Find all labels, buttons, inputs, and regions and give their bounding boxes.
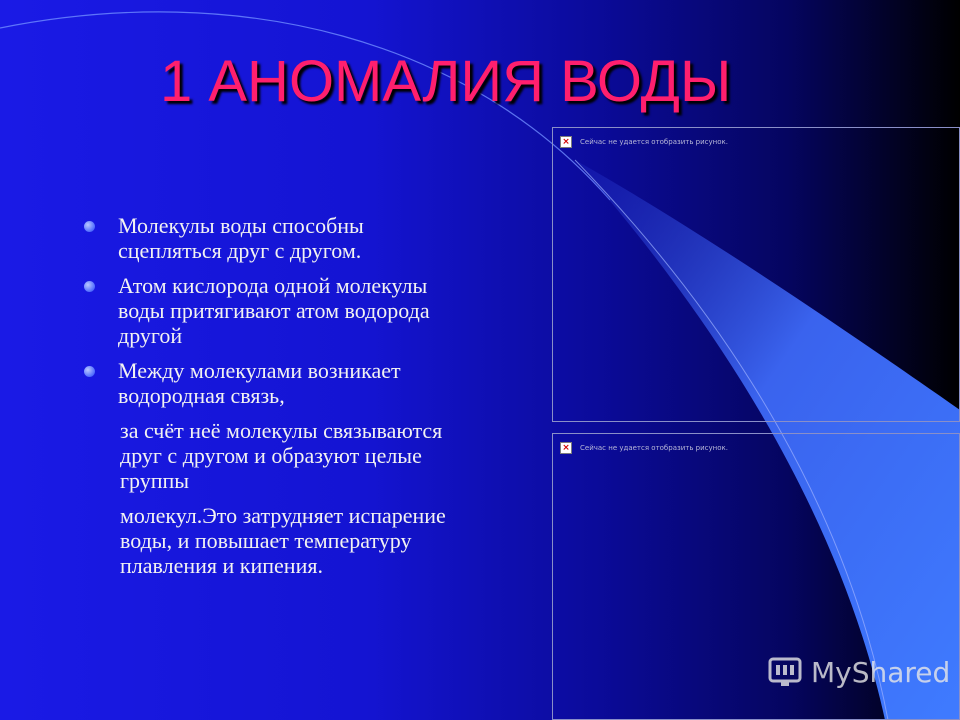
paragraph-continuation	[80, 503, 460, 578]
watermark	[767, 654, 950, 690]
placeholder-text: Сейчас не удается отобразить рисунок.	[580, 138, 728, 146]
bullet-item	[80, 358, 460, 408]
bullet-text: Атом кислорода одной молекулы воды притягивают атом водорода другой	[118, 273, 430, 348]
bullet-icon	[84, 221, 95, 232]
paragraph-text: за счёт неё молекулы связываются друг с другом и образуют целые группы	[120, 418, 443, 493]
bullet-icon	[84, 281, 95, 292]
slide-title: 1 АНОМАЛИЯ ВОДЫ	[160, 49, 732, 114]
broken-image-icon: ×	[560, 136, 572, 148]
bullet-text: Молекулы воды способны сцепляться друг с другом.	[118, 213, 364, 263]
paragraph-text: молекул.Это затрудняет испарение воды, и повышает температуру плавления и кипения.	[120, 503, 446, 578]
watermark-text: MyShared	[811, 655, 951, 689]
placeholder-text: Сейчас не удается отобразить рисунок.	[580, 444, 728, 452]
broken-image-icon: ×	[560, 442, 572, 454]
bullet-item	[80, 213, 460, 263]
myshared-logo-icon	[767, 654, 803, 690]
bullet-icon	[84, 366, 95, 377]
bullet-item	[80, 273, 460, 348]
image-placeholder	[552, 127, 960, 422]
bullet-list	[80, 213, 460, 588]
paragraph-continuation	[80, 418, 460, 493]
bullet-text: Между молекулами возникает водородная связь,	[118, 358, 401, 408]
